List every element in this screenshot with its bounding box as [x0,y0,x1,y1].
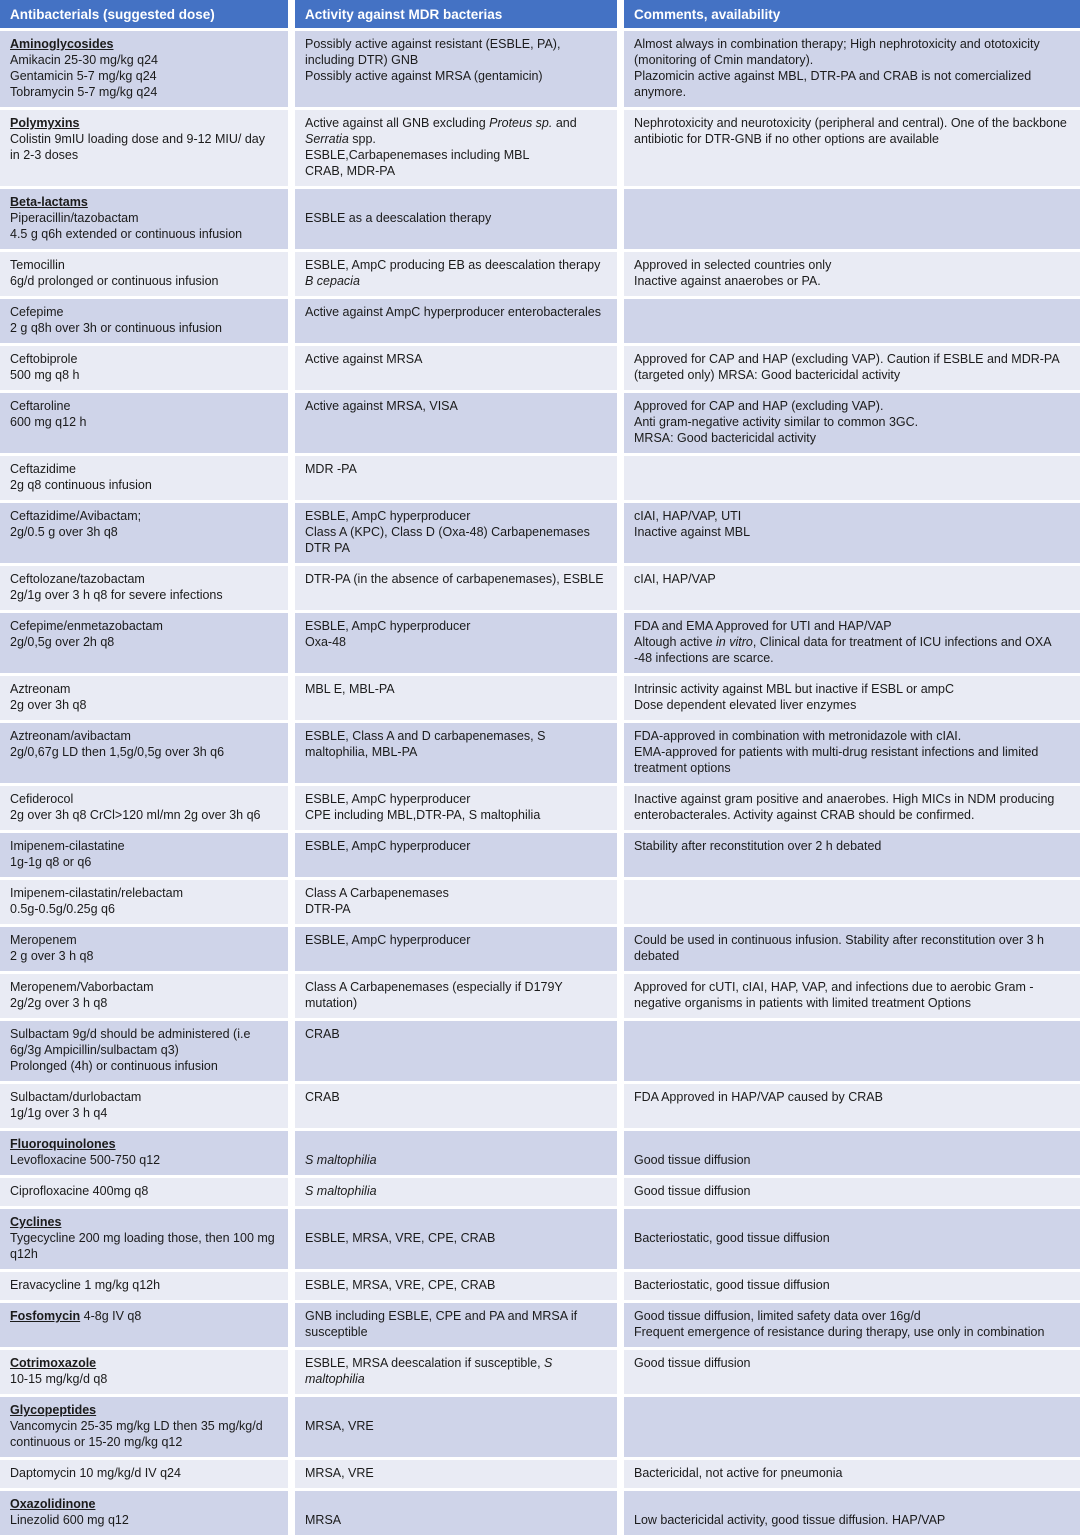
drug-cell: Ceftobiprole 500 mg q8 h [0,346,288,390]
drug-cell: Fosfomycin 4-8g IV q8 [0,1303,288,1347]
header-cell-antibacterials: Antibacterials (suggested dose) [0,0,288,28]
table-row [0,110,1080,186]
table-row [0,1350,1080,1394]
comments-cell: Bactericidal, not active for pneumonia [624,1460,1080,1488]
activity-cell: ESBLE, MRSA, VRE, CPE, CRAB [295,1272,617,1300]
comments-cell: cIAI, HAP/VAP, UTI Inactive against MBL [624,503,1080,563]
table-row [0,927,1080,971]
table-row [0,503,1080,563]
comments-cell: Stability after reconstitution over 2 h debated [624,833,1080,877]
drug-cell: Ceftazidime 2g q8 continuous infusion [0,456,288,500]
drug-cell: Aminoglycosides Amikacin 25-30 mg/kg q24 Gentamicin 5-7 mg/kg q24 Tobramycin 5-7 mg/kg q24 [0,31,288,107]
table-row [0,613,1080,673]
comments-cell: cIAI, HAP/VAP [624,566,1080,610]
activity-cell: MRSA, VRE [295,1460,617,1488]
drug-cell: Cefepime/enmetazobactam 2g/0,5g over 2h q8 [0,613,288,673]
comments-cell: Intrinsic activity against MBL but inactive if ESBL or ampC Dose dependent elevated liver enzymes [624,676,1080,720]
drug-cell: Cotrimoxazole 10-15 mg/kg/d q8 [0,1350,288,1394]
comments-cell: Approved for CAP and HAP (excluding VAP). Caution if ESBLE and MDR-PA (targeted only) MRSA: Good bactericidal activity [624,346,1080,390]
drug-cell: Fluoroquinolones Levofloxacine 500-750 q12 [0,1131,288,1175]
comments-cell: Low bactericidal activity, good tissue diffusion. HAP/VAP [624,1491,1080,1535]
table-row [0,189,1080,249]
comments-cell: Approved in selected countries only Inactive against anaerobes or PA. [624,252,1080,296]
table-row [0,1272,1080,1300]
comments-cell [624,880,1080,924]
comments-cell: Could be used in continuous infusion. Stability after reconstitution over 3 h debated [624,927,1080,971]
activity-cell: Active against AmpC hyperproducer enterobacterales [295,299,617,343]
table-row [0,31,1080,107]
drug-cell: Cyclines Tygecycline 200 mg loading those, then 100 mg q12h [0,1209,288,1269]
drug-cell: Aztreonam/avibactam 2g/0,67g LD then 1,5g/0,5g over 3h q6 [0,723,288,783]
comments-cell: Bacteriostatic, good tissue diffusion [624,1209,1080,1269]
table-row [0,299,1080,343]
activity-cell: ESBLE, AmpC hyperproducer [295,833,617,877]
comments-cell: Good tissue diffusion, limited safety data over 16g/d Frequent emergence of resistance during therapy, use only in combination [624,1303,1080,1347]
drug-cell: Ceftaroline 600 mg q12 h [0,393,288,453]
drug-cell: Imipenem-cilastatine 1g-1g q8 or q6 [0,833,288,877]
activity-cell: ESBLE, AmpC hyperproducer [295,927,617,971]
activity-cell: ESBLE, MRSA deescalation if susceptible, S maltophilia [295,1350,617,1394]
drug-cell: Ceftolozane/tazobactam 2g/1g over 3 h q8 for severe infections [0,566,288,610]
activity-cell: MRSA [295,1491,617,1535]
table-row [0,1021,1080,1081]
drug-cell: Oxazolidinone Linezolid 600 mg q12 [0,1491,288,1535]
table-row [0,1131,1080,1175]
activity-cell: Class A Carbapenemases (especially if D179Y mutation) [295,974,617,1018]
activity-cell: ESBLE, AmpC producing EB as deescalation therapy B cepacia [295,252,617,296]
drug-cell: Beta-lactams Piperacillin/tazobactam 4.5 g q6h extended or continuous infusion [0,189,288,249]
table-row [0,1209,1080,1269]
comments-cell [624,1397,1080,1457]
table-row [0,1303,1080,1347]
activity-cell: GNB including ESBLE, CPE and PA and MRSA if susceptible [295,1303,617,1347]
activity-cell: MRSA, VRE [295,1397,617,1457]
drug-cell: Daptomycin 10 mg/kg/d IV q24 [0,1460,288,1488]
drug-cell: Ceftazidime/Avibactam; 2g/0.5 g over 3h q8 [0,503,288,563]
comments-cell [624,299,1080,343]
activity-cell: S maltophilia [295,1178,617,1206]
drug-cell: Glycopeptides Vancomycin 25-35 mg/kg LD then 35 mg/kg/d continuous or 15-20 mg/kg q12 [0,1397,288,1457]
drug-cell: Cefepime 2 g q8h over 3h or continuous infusion [0,299,288,343]
table-row [0,566,1080,610]
drug-cell: Imipenem-cilastatin/relebactam 0.5g-0.5g/0.25g q6 [0,880,288,924]
comments-cell [624,1021,1080,1081]
activity-cell: Possibly active against resistant (ESBLE, PA), including DTR) GNB Possibly active against MRSA (gentamicin) [295,31,617,107]
comments-cell [624,456,1080,500]
comments-cell: Good tissue diffusion [624,1178,1080,1206]
drug-cell: Polymyxins Colistin 9mIU loading dose and 9-12 MIU/ day in 2-3 doses [0,110,288,186]
comments-cell: FDA Approved in HAP/VAP caused by CRAB [624,1084,1080,1128]
drug-cell: Sulbactam/durlobactam 1g/1g over 3 h q4 [0,1084,288,1128]
table-row [0,252,1080,296]
activity-cell: ESBLE, AmpC hyperproducer Oxa-48 [295,613,617,673]
comments-cell: Almost always in combination therapy; High nephrotoxicity and ototoxicity (monitoring of Cmin mandatory). Plazomicin active against MBL, DTR-PA and CRAB is not comercialized anymore. [624,31,1080,107]
activity-cell: MBL E, MBL-PA [295,676,617,720]
table-row [0,676,1080,720]
activity-cell: ESBLE as a deescalation therapy [295,189,617,249]
drug-cell: Ciprofloxacine 400mg q8 [0,1178,288,1206]
table-body [0,31,1080,1535]
comments-cell [624,189,1080,249]
table-row [0,1084,1080,1128]
activity-cell: ESBLE, AmpC hyperproducer Class A (KPC), Class D (Oxa-48) Carbapenemases DTR PA [295,503,617,563]
activity-cell: CRAB [295,1021,617,1081]
activity-cell: S maltophilia [295,1131,617,1175]
drug-cell: Cefiderocol 2g over 3h q8 CrCl>120 ml/mn 2g over 3h q6 [0,786,288,830]
comments-cell: Approved for cUTI, cIAI, HAP, VAP, and infections due to aerobic Gram - negative organisms in patients with limited treatment Options [624,974,1080,1018]
activity-cell: CRAB [295,1084,617,1128]
comments-cell: Inactive against gram positive and anaerobes. High MICs in NDM producing enterobacterales. Activity against CRAB should be confirmed. [624,786,1080,830]
activity-cell: DTR-PA (in the absence of carbapenemases), ESBLE [295,566,617,610]
table-row [0,1178,1080,1206]
drug-cell: Aztreonam 2g over 3h q8 [0,676,288,720]
table-row [0,833,1080,877]
header-cell-activity: Activity against MDR bacterias [295,0,617,28]
table-row [0,1397,1080,1457]
activity-cell: Active against MRSA, VISA [295,393,617,453]
comments-cell: Approved for CAP and HAP (excluding VAP). Anti gram-negative activity similar to common 3GC. MRSA: Good bactericidal activity [624,393,1080,453]
comments-cell: Good tissue diffusion [624,1131,1080,1175]
drug-cell: Eravacycline 1 mg/kg q12h [0,1272,288,1300]
table-row [0,786,1080,830]
table-row [0,880,1080,924]
comments-cell: Good tissue diffusion [624,1350,1080,1394]
activity-cell: ESBLE, Class A and D carbapenemases, S maltophilia, MBL-PA [295,723,617,783]
table-row [0,346,1080,390]
comments-cell: FDA and EMA Approved for UTI and HAP/VAP Altough active in vitro, Clinical data for treatment of ICU infections and OXA -48 infections are scarce. [624,613,1080,673]
drug-cell: Meropenem 2 g over 3 h q8 [0,927,288,971]
table-row [0,723,1080,783]
activity-cell: ESBLE, MRSA, VRE, CPE, CRAB [295,1209,617,1269]
comments-cell: FDA-approved in combination with metronidazole with cIAI. EMA-approved for patients with multi-drug resistant infections and limited treatment options [624,723,1080,783]
comments-cell: Nephrotoxicity and neurotoxicity (peripheral and central). One of the backbone antibiotic for DTR-GNB if no other options are available [624,110,1080,186]
activity-cell: Active against all GNB excluding Proteus sp. and Serratia spp. ESBLE,Carbapenemases including MBL CRAB, MDR-PA [295,110,617,186]
table-row [0,1460,1080,1488]
activity-cell: ESBLE, AmpC hyperproducer CPE including MBL,DTR-PA, S maltophilia [295,786,617,830]
header-cell-comments: Comments, availability [624,0,1080,28]
activity-cell: MDR -PA [295,456,617,500]
table-row [0,456,1080,500]
drug-cell: Temocillin 6g/d prolonged or continuous infusion [0,252,288,296]
activity-cell: Active against MRSA [295,346,617,390]
drug-cell: Meropenem/Vaborbactam 2g/2g over 3 h q8 [0,974,288,1018]
table-row [0,393,1080,453]
comments-cell: Bacteriostatic, good tissue diffusion [624,1272,1080,1300]
table-row [0,974,1080,1018]
table-row [0,1491,1080,1535]
activity-cell: Class A Carbapenemases DTR-PA [295,880,617,924]
header-row [0,0,1080,28]
drug-cell: Sulbactam 9g/d should be administered (i.e 6g/3g Ampicillin/sulbactam q3) Prolonged (4h) or continuous infusion [0,1021,288,1081]
